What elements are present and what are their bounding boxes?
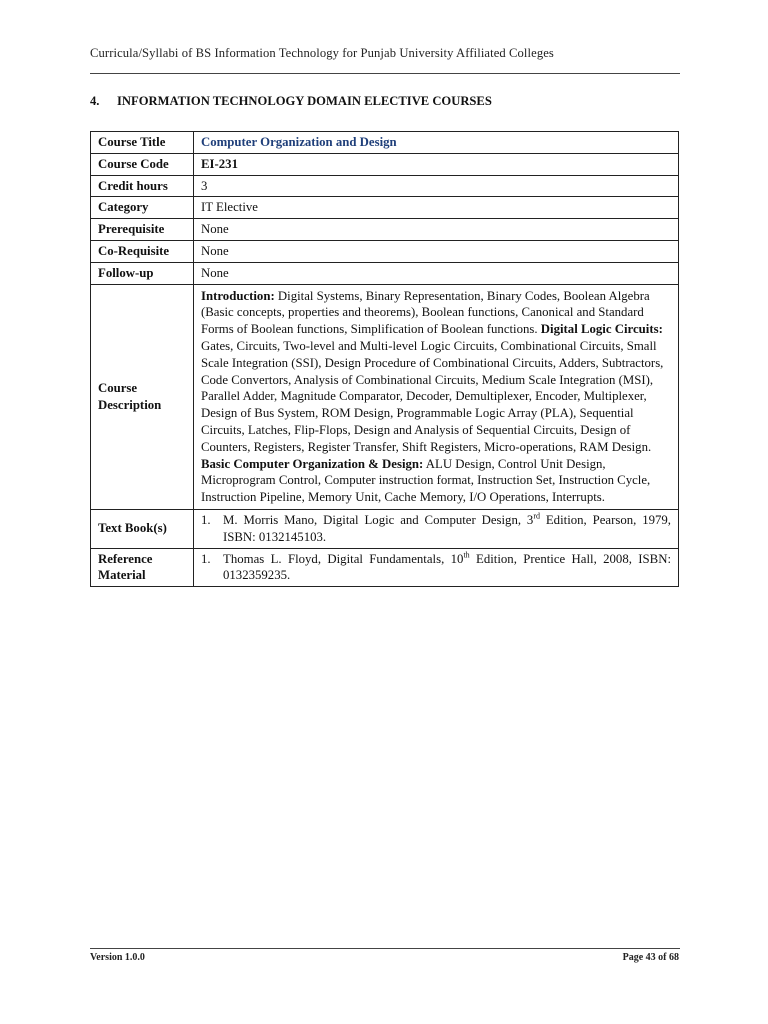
row-course-description <box>91 284 679 509</box>
row-course-code <box>91 153 679 175</box>
desc-dlc-text: Gates, Circuits, Two-level and Multi-level Logic Circuits, Combinational Circuits, Small Scale Integration (SSI), Design Procedure of Combinational Circuits, Adders, Subtractors, Code Convertors, Analysis of Combinational Circuits, Medium Scale Integration (MSI), Parallel Adder, Magnitude Comparator, Decoder, Demultiplexer, Encoder, Multiplexer, Design of Bus System, ROM Design, Programmable Logic Array (PLA), Sequential Circuits, Latches, Flip-Flops, Design and Analysis of Sequential Circuits, Design of Counters, Registers, Register Transfer, Shift Registers, Micro-operations, RAM Design. <box>201 338 664 454</box>
label-text-books: Text Book(s) <box>91 509 194 548</box>
header-divider <box>90 73 680 74</box>
corequisite: None <box>194 240 679 262</box>
row-prerequisite <box>91 219 679 241</box>
page-total: 68 <box>669 952 679 963</box>
label-reference-material: Reference Material <box>91 548 194 587</box>
text-books <box>194 509 679 548</box>
page-current: 43 <box>645 952 656 963</box>
list-item <box>201 551 671 585</box>
label-course-description: Course Description <box>91 284 194 509</box>
desc-intro-text: Digital Systems, Binary Representation, Binary Codes, Boolean Algebra (Basic concepts, properties and theorems), Boolean functions, Canonical and Standard Forms of Boolean functions, Simplification of Boolean functions. <box>201 288 650 337</box>
row-credit-hours <box>91 175 679 197</box>
desc-bco-heading: Basic Computer Organization & Design: <box>201 456 424 471</box>
page-of: of <box>655 952 669 963</box>
list-item <box>201 512 671 546</box>
label-followup: Follow-up <box>91 262 194 284</box>
footer-page-number <box>623 952 679 963</box>
footer-version: Version 1.0.0 <box>90 952 145 963</box>
page-prefix: Page <box>622 952 646 963</box>
label-course-title: Course Title <box>91 132 194 154</box>
section-title: INFORMATION TECHNOLOGY DOMAIN ELECTIVE COURSES <box>117 94 492 108</box>
value-course-title <box>194 132 679 154</box>
course-title: Computer Organization and Design <box>201 135 397 149</box>
reference-text <box>223 551 671 585</box>
row-category <box>91 197 679 219</box>
section-number: 4. <box>90 94 100 108</box>
textbook-after: Edition, Pearson, 1979, ISBN: 0132145103. <box>223 512 671 544</box>
row-followup <box>91 262 679 284</box>
reference-material <box>194 548 679 587</box>
textbook-text <box>223 512 671 546</box>
section-heading <box>90 94 492 109</box>
reference-before: Thomas L. Floyd, Digital Fundamentals, 10 <box>223 551 464 566</box>
page-header: Curricula/Syllabi of BS Information Technology for Punjab University Affiliated Colleges <box>90 46 554 60</box>
course-description <box>194 284 679 509</box>
course-table <box>90 131 679 587</box>
category: IT Elective <box>194 197 679 219</box>
row-corequisite <box>91 240 679 262</box>
row-course-title <box>91 132 679 154</box>
label-course-code: Course Code <box>91 153 194 175</box>
label-credit-hours: Credit hours <box>91 175 194 197</box>
prerequisite: None <box>194 219 679 241</box>
textbook-index: 1. <box>201 512 211 527</box>
desc-bco-text: ALU Design, Control Unit Design, Microprogram Control, Computer instruction format, Instruction Set, Instruction Cycle, Instruction Pipeline, Memory Unit, Cache Memory, I/O Operations, Interrupts. <box>201 456 651 505</box>
textbook-sup: rd <box>533 511 540 521</box>
followup: None <box>194 262 679 284</box>
reference-after: Edition, Prentice Hall, 2008, ISBN: 0132359235. <box>223 551 671 583</box>
textbook-before: M. Morris Mano, Digital Logic and Computer Design, 3 <box>223 512 534 527</box>
reference-sup: th <box>463 550 470 560</box>
desc-intro-heading: Introduction: <box>201 288 275 303</box>
label-corequisite: Co-Requisite <box>91 240 194 262</box>
desc-dlc-heading: Digital Logic Circuits: <box>540 322 663 337</box>
label-prerequisite: Prerequisite <box>91 219 194 241</box>
label-category: Category <box>91 197 194 219</box>
reference-index: 1. <box>201 551 211 566</box>
credit-hours: 3 <box>194 175 679 197</box>
footer-divider <box>90 948 680 949</box>
row-text-books <box>91 509 679 548</box>
row-reference-material <box>91 548 679 587</box>
course-code: EI-231 <box>194 153 679 175</box>
